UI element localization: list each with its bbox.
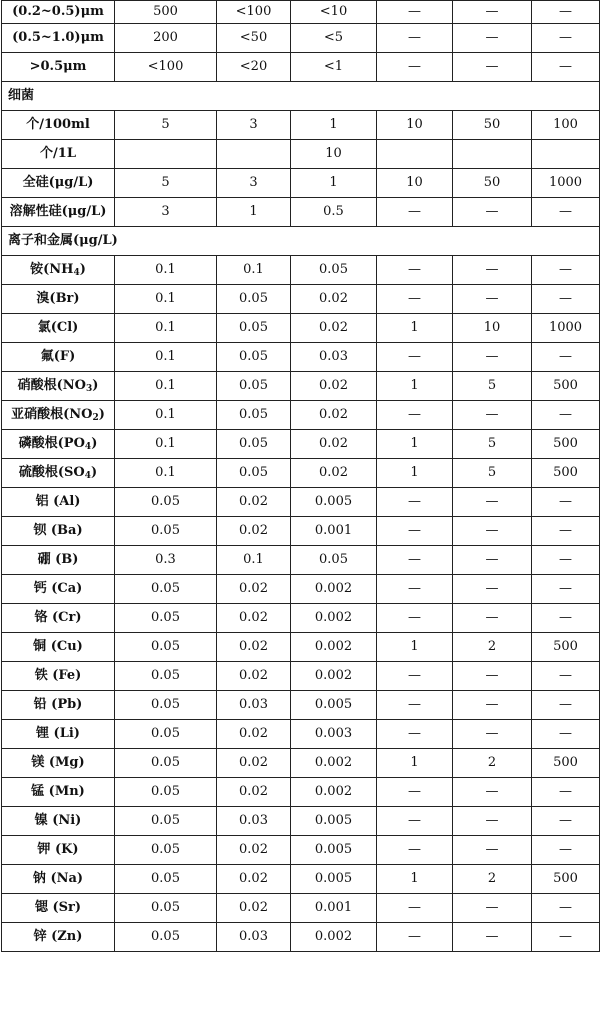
table-row: [2, 169, 600, 198]
table-cell: 0.02: [217, 865, 291, 894]
row-label-text: 锂 (Li): [36, 726, 80, 741]
table-cell: 0.002: [291, 662, 377, 691]
table-cell: 0.05: [115, 749, 217, 778]
table-cell: 0.02: [291, 285, 377, 314]
row-label-text: 个/1L: [40, 146, 76, 161]
table-cell: 1: [377, 430, 453, 459]
table-cell: 0.002: [291, 749, 377, 778]
table-cell: 0.005: [291, 836, 377, 865]
table-cell: 3: [115, 198, 217, 227]
table-cell: 0.02: [217, 720, 291, 749]
row-label-text: 钾 (K): [37, 842, 79, 857]
row-label: [2, 169, 115, 198]
table-cell: 0.5: [291, 198, 377, 227]
row-label-subscript: 4: [84, 471, 91, 481]
table-cell: 50: [453, 169, 532, 198]
table-cell: 0.005: [291, 807, 377, 836]
table-cell: —: [532, 575, 600, 604]
table-cell: —: [453, 517, 532, 546]
table-cell: —: [453, 488, 532, 517]
table-cell: —: [532, 517, 600, 546]
row-label: [2, 575, 115, 604]
table-cell: [217, 140, 291, 169]
row-label: [2, 633, 115, 662]
table-cell: 0.002: [291, 633, 377, 662]
table-cell: 50: [453, 111, 532, 140]
row-label-text: 镁 (Mg): [31, 755, 85, 770]
table-cell: <1: [291, 53, 377, 82]
table-cell: 200: [115, 24, 217, 53]
table-row: [2, 24, 600, 53]
row-label: [2, 343, 115, 372]
table-cell: 5: [453, 372, 532, 401]
table-cell: —: [377, 24, 453, 53]
table-cell: 0.02: [217, 633, 291, 662]
table-cell: 1: [377, 459, 453, 488]
table-cell: —: [453, 198, 532, 227]
table-cell: 1: [291, 169, 377, 198]
table-row: [2, 749, 600, 778]
table-cell: —: [377, 401, 453, 430]
table-cell: 0.05: [115, 807, 217, 836]
row-label: [2, 256, 115, 285]
row-label: [2, 140, 115, 169]
table-cell: —: [377, 517, 453, 546]
row-label: [2, 459, 115, 488]
table-cell: 0.02: [217, 575, 291, 604]
table-cell: 0.05: [291, 546, 377, 575]
table-cell: —: [377, 256, 453, 285]
table-row: [2, 865, 600, 894]
table-cell: —: [377, 923, 453, 952]
table-cell: 0.02: [291, 430, 377, 459]
table-cell: 0.002: [291, 575, 377, 604]
table-cell: 0.05: [217, 401, 291, 430]
row-label: [2, 720, 115, 749]
table-row: [2, 691, 600, 720]
table-cell: 2: [453, 633, 532, 662]
row-label-text: 钡 (Ba): [33, 523, 83, 538]
row-label-text: 氟(F): [40, 349, 76, 364]
table-cell: 0.005: [291, 488, 377, 517]
table-row: [2, 198, 600, 227]
table-row: [2, 343, 600, 372]
table-cell: <100: [115, 53, 217, 82]
section-header: 离子和金属(μg/L): [2, 227, 600, 256]
table-cell: —: [453, 662, 532, 691]
table-cell: 0.05: [217, 285, 291, 314]
table-cell: 1: [377, 749, 453, 778]
table-cell: —: [532, 285, 600, 314]
table-cell: <5: [291, 24, 377, 53]
table-row: [2, 314, 600, 343]
table-cell: 0.002: [291, 778, 377, 807]
table-cell: 0.05: [115, 691, 217, 720]
row-label-text: 全硅(μg/L): [22, 175, 94, 190]
table-cell: —: [377, 662, 453, 691]
table-cell: 5: [453, 430, 532, 459]
table-cell: 500: [532, 633, 600, 662]
table-cell: —: [453, 691, 532, 720]
table-cell: —: [532, 778, 600, 807]
table-cell: 10: [453, 314, 532, 343]
table-cell: 3: [217, 111, 291, 140]
row-label: [2, 314, 115, 343]
table-cell: 2: [453, 749, 532, 778]
table-cell: —: [532, 401, 600, 430]
table-cell: —: [532, 488, 600, 517]
row-label: [2, 1, 115, 24]
table-cell: 0.05: [115, 778, 217, 807]
table-cell: 1000: [532, 314, 600, 343]
table-cell: 0.02: [217, 836, 291, 865]
table-cell: 1: [377, 865, 453, 894]
row-label: [2, 517, 115, 546]
table-cell: 5: [115, 111, 217, 140]
table-cell: 3: [217, 169, 291, 198]
table-cell: —: [377, 546, 453, 575]
row-label-text: 亚硝酸根(NO: [11, 407, 93, 422]
table-cell: —: [377, 894, 453, 923]
table-cell: 0.05: [115, 894, 217, 923]
table-cell: —: [377, 1, 453, 24]
row-label: [2, 923, 115, 952]
table-row: [2, 459, 600, 488]
table-cell: —: [453, 53, 532, 82]
table-body: [2, 1, 600, 952]
table-cell: —: [532, 604, 600, 633]
row-label-text: 锌 (Zn): [33, 929, 83, 944]
table-cell: 0.02: [291, 314, 377, 343]
table-cell: —: [377, 488, 453, 517]
table-cell: 0.1: [115, 285, 217, 314]
table-cell: 0.02: [291, 401, 377, 430]
row-label-text: 铜 (Cu): [33, 639, 83, 654]
row-label-text: (0.5~1.0)μm: [12, 30, 104, 45]
table-row: [2, 720, 600, 749]
table-cell: 0.05: [115, 517, 217, 546]
table-cell: 0.05: [115, 575, 217, 604]
table-cell: 0.05: [115, 662, 217, 691]
row-label-text: 氯(Cl): [37, 320, 79, 335]
table-cell: [115, 140, 217, 169]
table-cell: 0.002: [291, 923, 377, 952]
table-cell: —: [532, 53, 600, 82]
table-cell: 0.1: [115, 343, 217, 372]
table-cell: —: [377, 285, 453, 314]
table-cell: 0.02: [291, 459, 377, 488]
row-label-text: 硝酸根(NO: [17, 378, 86, 393]
table-cell: 500: [532, 372, 600, 401]
table-cell: 1: [377, 633, 453, 662]
table-cell: <50: [217, 24, 291, 53]
table-cell: 0.02: [217, 778, 291, 807]
table-row: [2, 807, 600, 836]
table-cell: —: [453, 923, 532, 952]
table-row: [2, 488, 600, 517]
table-cell: 1: [291, 111, 377, 140]
table-cell: —: [532, 24, 600, 53]
table-cell: 0.02: [217, 488, 291, 517]
row-label: [2, 894, 115, 923]
table-cell: —: [377, 836, 453, 865]
row-label-text: 硼 (B): [37, 552, 79, 567]
table-cell: 0.1: [217, 256, 291, 285]
table-cell: 0.05: [291, 256, 377, 285]
table-row: [2, 604, 600, 633]
row-label-tail: ): [91, 436, 98, 451]
row-label: [2, 372, 115, 401]
section-header-row: [2, 82, 600, 111]
table-cell: [532, 140, 600, 169]
table-cell: —: [453, 807, 532, 836]
row-label: [2, 111, 115, 140]
table-cell: [377, 140, 453, 169]
table-cell: 500: [532, 865, 600, 894]
table-cell: —: [453, 778, 532, 807]
table-cell: —: [453, 894, 532, 923]
table-cell: —: [532, 198, 600, 227]
table-cell: 0.05: [115, 865, 217, 894]
table-row: [2, 517, 600, 546]
table-cell: 0.02: [217, 604, 291, 633]
row-label: [2, 807, 115, 836]
table-cell: 0.05: [115, 836, 217, 865]
row-label-text: 硫酸根(SO: [18, 465, 85, 480]
table-cell: 0.05: [217, 459, 291, 488]
table-cell: —: [532, 546, 600, 575]
table-cell: —: [532, 807, 600, 836]
table-cell: 500: [532, 749, 600, 778]
table-cell: 500: [115, 1, 217, 24]
table-cell: 0.03: [291, 343, 377, 372]
table-cell: 100: [532, 111, 600, 140]
table-cell: —: [532, 720, 600, 749]
table-cell: —: [453, 546, 532, 575]
row-label-text: >0.5μm: [29, 59, 87, 74]
row-label-tail: ): [92, 378, 99, 393]
table-cell: 0.02: [217, 894, 291, 923]
table-cell: 0.1: [115, 430, 217, 459]
table-cell: 0.05: [217, 372, 291, 401]
table-cell: 10: [291, 140, 377, 169]
table-cell: 5: [115, 169, 217, 198]
row-label-text: 铁 (Fe): [34, 668, 82, 683]
row-label: [2, 546, 115, 575]
row-label: [2, 430, 115, 459]
table-cell: 0.02: [291, 372, 377, 401]
table-cell: —: [532, 256, 600, 285]
table-cell: 0.05: [217, 343, 291, 372]
section-header: 细菌: [2, 82, 600, 111]
table-cell: —: [453, 256, 532, 285]
table-cell: —: [453, 836, 532, 865]
table-cell: —: [377, 720, 453, 749]
row-label: [2, 865, 115, 894]
table-cell: —: [377, 778, 453, 807]
row-label-subscript: 4: [84, 442, 92, 452]
table-cell: 5: [453, 459, 532, 488]
table-cell: —: [532, 836, 600, 865]
table-cell: 1: [377, 372, 453, 401]
table-row: [2, 53, 600, 82]
table-cell: 0.02: [217, 517, 291, 546]
table-cell: —: [453, 575, 532, 604]
table-cell: <20: [217, 53, 291, 82]
row-label: [2, 488, 115, 517]
row-label-text: 溶解性硅(μg/L): [9, 204, 107, 219]
table-cell: 0.005: [291, 691, 377, 720]
row-label: [2, 662, 115, 691]
row-label-text: 磷酸根(PO: [18, 436, 85, 451]
row-label: [2, 691, 115, 720]
row-label-text: 镍 (Ni): [34, 813, 82, 828]
table-cell: 0.05: [115, 923, 217, 952]
table-cell: 0.3: [115, 546, 217, 575]
row-label: [2, 604, 115, 633]
section-header-row: [2, 227, 600, 256]
table-cell: —: [453, 24, 532, 53]
table-cell: 500: [532, 459, 600, 488]
table-row: [2, 633, 600, 662]
table-cell: —: [377, 343, 453, 372]
table-cell: 0.05: [115, 488, 217, 517]
table-cell: <10: [291, 1, 377, 24]
table-cell: —: [532, 691, 600, 720]
table-cell: 0.001: [291, 517, 377, 546]
table-cell: 2: [453, 865, 532, 894]
row-label: [2, 24, 115, 53]
table-row: [2, 111, 600, 140]
table-cell: 0.001: [291, 894, 377, 923]
table-row: [2, 894, 600, 923]
row-label-text: 钠 (Na): [32, 871, 84, 886]
table-row: [2, 285, 600, 314]
table-cell: —: [377, 53, 453, 82]
table-cell: 0.1: [115, 459, 217, 488]
table-row: [2, 372, 600, 401]
table-cell: 0.005: [291, 865, 377, 894]
table-cell: 0.1: [115, 314, 217, 343]
table-row: [2, 836, 600, 865]
table-row: [2, 923, 600, 952]
table-cell: —: [453, 604, 532, 633]
table-row: [2, 662, 600, 691]
table-row: [2, 430, 600, 459]
row-label-subscript: 2: [92, 413, 99, 423]
table-cell: 500: [532, 430, 600, 459]
table-cell: 1: [217, 198, 291, 227]
table-cell: —: [532, 1, 600, 24]
table-cell: 10: [377, 169, 453, 198]
row-label-text: 锰 (Mn): [31, 784, 85, 799]
table-cell: 0.03: [217, 923, 291, 952]
table-cell: —: [453, 343, 532, 372]
table-cell: 10: [377, 111, 453, 140]
row-label-tail: ): [98, 407, 105, 422]
table-row: [2, 778, 600, 807]
table-cell: 0.1: [115, 372, 217, 401]
table-cell: 1: [377, 314, 453, 343]
table-cell: 0.05: [217, 314, 291, 343]
table-cell: —: [453, 285, 532, 314]
table-cell: 0.1: [115, 256, 217, 285]
table-cell: 1000: [532, 169, 600, 198]
row-label-text: (0.2~0.5)μm: [12, 4, 104, 19]
row-label-text: 溴(Br): [36, 291, 80, 306]
table-cell: 0.05: [115, 633, 217, 662]
row-label-tail: ): [79, 262, 86, 277]
table-cell: 0.1: [115, 401, 217, 430]
row-label-tail: ): [90, 465, 98, 480]
table-cell: 0.03: [217, 807, 291, 836]
table-row: [2, 140, 600, 169]
table-cell: 0.05: [115, 604, 217, 633]
table-row: [2, 256, 600, 285]
table-cell: 0.05: [217, 430, 291, 459]
table-cell: 0.03: [217, 691, 291, 720]
table-cell: —: [532, 923, 600, 952]
table-cell: —: [453, 401, 532, 430]
row-label-text: 锶 (Sr): [34, 900, 82, 915]
table-cell: —: [453, 720, 532, 749]
row-label-text: 铬 (Cr): [34, 610, 82, 625]
table-cell: 0.003: [291, 720, 377, 749]
row-label: [2, 749, 115, 778]
row-label-subscript: 4: [73, 268, 80, 278]
table-cell: —: [377, 198, 453, 227]
row-label-subscript: 3: [85, 384, 93, 394]
row-label: [2, 285, 115, 314]
table-cell: 0.002: [291, 604, 377, 633]
table-cell: <100: [217, 1, 291, 24]
table-row: [2, 401, 600, 430]
table-cell: —: [532, 894, 600, 923]
table-cell: 0.05: [115, 720, 217, 749]
table-cell: 0.02: [217, 749, 291, 778]
table-cell: —: [377, 604, 453, 633]
table-row: [2, 575, 600, 604]
row-label: [2, 198, 115, 227]
table-cell: —: [377, 691, 453, 720]
table-cell: —: [377, 575, 453, 604]
table-row: [2, 546, 600, 575]
water-quality-table: [1, 0, 600, 952]
table-cell: 0.1: [217, 546, 291, 575]
row-label: [2, 778, 115, 807]
row-label-text: 钙 (Ca): [33, 581, 83, 596]
row-label: [2, 836, 115, 865]
table-row: [2, 1, 600, 24]
table-cell: —: [532, 343, 600, 372]
table-cell: [453, 140, 532, 169]
table-cell: —: [453, 1, 532, 24]
row-label-text: 铝 (Al): [35, 494, 81, 509]
table-cell: —: [532, 662, 600, 691]
row-label-text: 个/100ml: [26, 117, 90, 132]
row-label: [2, 401, 115, 430]
row-label: [2, 53, 115, 82]
table-cell: 0.02: [217, 662, 291, 691]
row-label-text: 铵(NH: [30, 262, 74, 277]
row-label-text: 铅 (Pb): [33, 697, 83, 712]
table-cell: —: [377, 807, 453, 836]
